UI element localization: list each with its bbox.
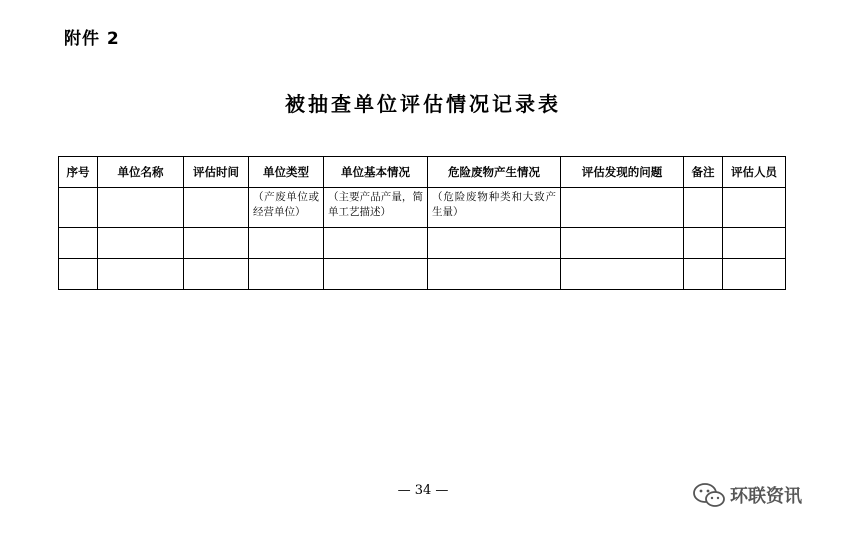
table-cell xyxy=(59,228,98,259)
table-cell xyxy=(249,259,324,290)
header-cell: 备注 xyxy=(684,157,723,188)
table-cell xyxy=(59,259,98,290)
wechat-icon xyxy=(692,482,726,508)
header-cell: 单位类型 xyxy=(249,157,324,188)
header-cell: 评估发现的问题 xyxy=(561,157,684,188)
table-cell xyxy=(59,188,98,228)
table-row xyxy=(59,228,786,259)
table-cell xyxy=(324,228,428,259)
header-cell: 单位基本情况 xyxy=(324,157,428,188)
record-table xyxy=(58,156,786,290)
table-cell: （危险废物种类和大致产生量） xyxy=(428,188,561,228)
table-cell xyxy=(428,259,561,290)
table-cell xyxy=(723,228,786,259)
table-cell xyxy=(561,259,684,290)
table-header-row xyxy=(59,157,786,188)
table-cell xyxy=(684,228,723,259)
table-cell xyxy=(684,259,723,290)
table-cell xyxy=(561,188,684,228)
table-cell xyxy=(324,259,428,290)
table-cell xyxy=(723,188,786,228)
table-cell: （产废单位或经营单位） xyxy=(249,188,324,228)
table-cell xyxy=(561,228,684,259)
page-title: 被抽查单位评估情况记录表 xyxy=(285,92,561,116)
header-cell: 评估人员 xyxy=(723,157,786,188)
header-cell: 序号 xyxy=(59,157,98,188)
table-row xyxy=(59,188,786,228)
watermark xyxy=(692,482,802,508)
header-cell: 评估时间 xyxy=(184,157,249,188)
table-cell xyxy=(98,188,184,228)
header-cell: 危险废物产生情况 xyxy=(428,157,561,188)
page-number: — 34 — xyxy=(397,483,449,498)
table-cell xyxy=(184,259,249,290)
table-cell: （主要产品产量，简单工艺描述） xyxy=(324,188,428,228)
header-cell: 单位名称 xyxy=(98,157,184,188)
table-cell xyxy=(249,228,324,259)
table-cell xyxy=(723,259,786,290)
annex-label: 附件 2 xyxy=(64,29,120,49)
watermark-text: 环联资讯 xyxy=(730,486,802,507)
table-row xyxy=(59,259,786,290)
table-cell xyxy=(98,259,184,290)
table-cell xyxy=(184,188,249,228)
table-cell xyxy=(98,228,184,259)
table-cell xyxy=(184,228,249,259)
table-cell xyxy=(684,188,723,228)
table-cell xyxy=(428,228,561,259)
